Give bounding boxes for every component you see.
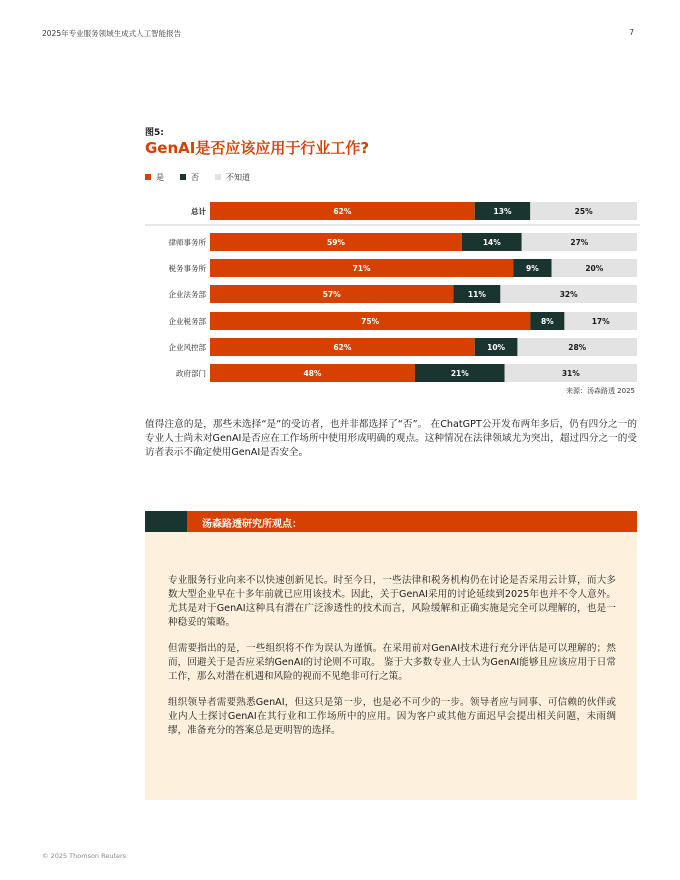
category-label: 企业风控部 (168, 343, 206, 352)
bar-value-label: 17% (591, 317, 610, 326)
legend-swatch-no (180, 174, 186, 180)
category-label: 政府部门 (176, 369, 206, 378)
report-header-title: 2025年专业服务领域生成式人工智能报告 (42, 29, 182, 38)
callout-text (168, 574, 616, 750)
bar-value-label: 59% (326, 238, 345, 247)
legend-swatch-yes (145, 174, 151, 180)
footer-copyright: © 2025 Thomson Reuters (42, 852, 127, 860)
callout-title: 汤森路透研究所观点： (202, 519, 302, 530)
bar-value-label: 57% (322, 290, 341, 299)
bar-value-label: 27% (570, 238, 589, 247)
legend-label-no: 否 (191, 172, 199, 182)
category-label: 总计 (191, 207, 206, 216)
chart-source: 来源：汤森路透 2025 (565, 387, 635, 395)
page-number: 7 (629, 28, 634, 37)
category-label: 企业法务部 (168, 290, 206, 299)
bar-value-label: 25% (574, 207, 593, 216)
category-label: 税务事务所 (168, 264, 206, 273)
body-paragraph: 值得注意的是，那些未选择“是”的受访者，也并非都选择了“否”。 在ChatGPT公开发布两年多后，仍有四分之一的专业人士尚未对GenAI是否应在工作场所中使用形成明确的观点。这种情况在法律领域尤为突出，超过四分之一的受访者表示不确定使用GenAI是否安全。 (145, 419, 637, 458)
legend-item-unknown (215, 172, 250, 183)
legend-label-unknown: 不知道 (226, 172, 250, 182)
category-label: 企业税务部 (168, 317, 206, 326)
callout-paragraph-1: 专业服务行业向来不以快速创新见长。时至今日，一些法律和税务机构仍在讨论是否采用云计算，而大多数大型企业早在十多年前就已应用该技术。因此，关于GenAI采用的讨论延续到2025年也并不令人意外。尤其是对于GenAI这种具有潜在广泛渗透性的技术而言，风险缓解和正确实施是完全可以理解的，也是一种稳妥的策略。 (168, 575, 616, 628)
bar-value-label: 13% (493, 207, 512, 216)
bar-value-label: 71% (352, 264, 371, 273)
bar-value-label: 8% (540, 317, 554, 326)
bar-value-label: 28% (568, 343, 587, 352)
bar-value-label: 62% (333, 343, 352, 352)
figure-label: 图5: (145, 128, 164, 138)
bar-value-label: 11% (467, 290, 486, 299)
figure-title: GenAI是否应该应用于行业工作? (145, 139, 370, 157)
callout-paragraph-2: 但需要指出的是，一些组织将不作为误认为谨慎。在采用前对GenAI技术进行充分评估是可以理解的；然而，回避关于是否应采纳GenAI的讨论则不可取。 鉴于大多数专业人士认为GenAI能够且应该应用于日常工作，那么对潜在机遇和风险的视而不见绝非可行之策。 (168, 643, 616, 682)
bar-value-label: 62% (333, 207, 352, 216)
bar-value-label: 75% (361, 317, 380, 326)
bar-value-label: 48% (303, 369, 322, 378)
bar-value-label: 31% (561, 369, 580, 378)
bar-value-label: 32% (559, 290, 578, 299)
chart-legend (145, 172, 266, 182)
legend-swatch-unknown (215, 174, 221, 180)
legend-label-yes: 是 (156, 172, 164, 182)
callout-paragraph-3: 组织领导者需要熟悉GenAI，但这只是第一步，也是必不可少的一步。领导者应与同事、可信赖的伙伴或业内人士探讨GenAI在其行业和工作场所中的应用。因为客户或其他方面迟早会提出相关问题，未雨绸缪，准备充分的答案总是更明智的选择。 (168, 697, 616, 736)
category-label: 律师事务所 (168, 238, 206, 247)
bar-value-label: 20% (585, 264, 604, 273)
bar-value-label: 21% (450, 369, 469, 378)
bar-value-label: 9% (526, 264, 539, 273)
callout-header-accent (145, 511, 187, 532)
bar-value-label: 14% (482, 238, 501, 247)
callout-header (145, 511, 637, 532)
bar-value-label: 10% (487, 343, 506, 352)
stacked-bar-chart (145, 196, 640, 384)
legend-item-no (180, 172, 199, 183)
legend-item-yes (145, 172, 164, 183)
callout-box (145, 532, 637, 800)
